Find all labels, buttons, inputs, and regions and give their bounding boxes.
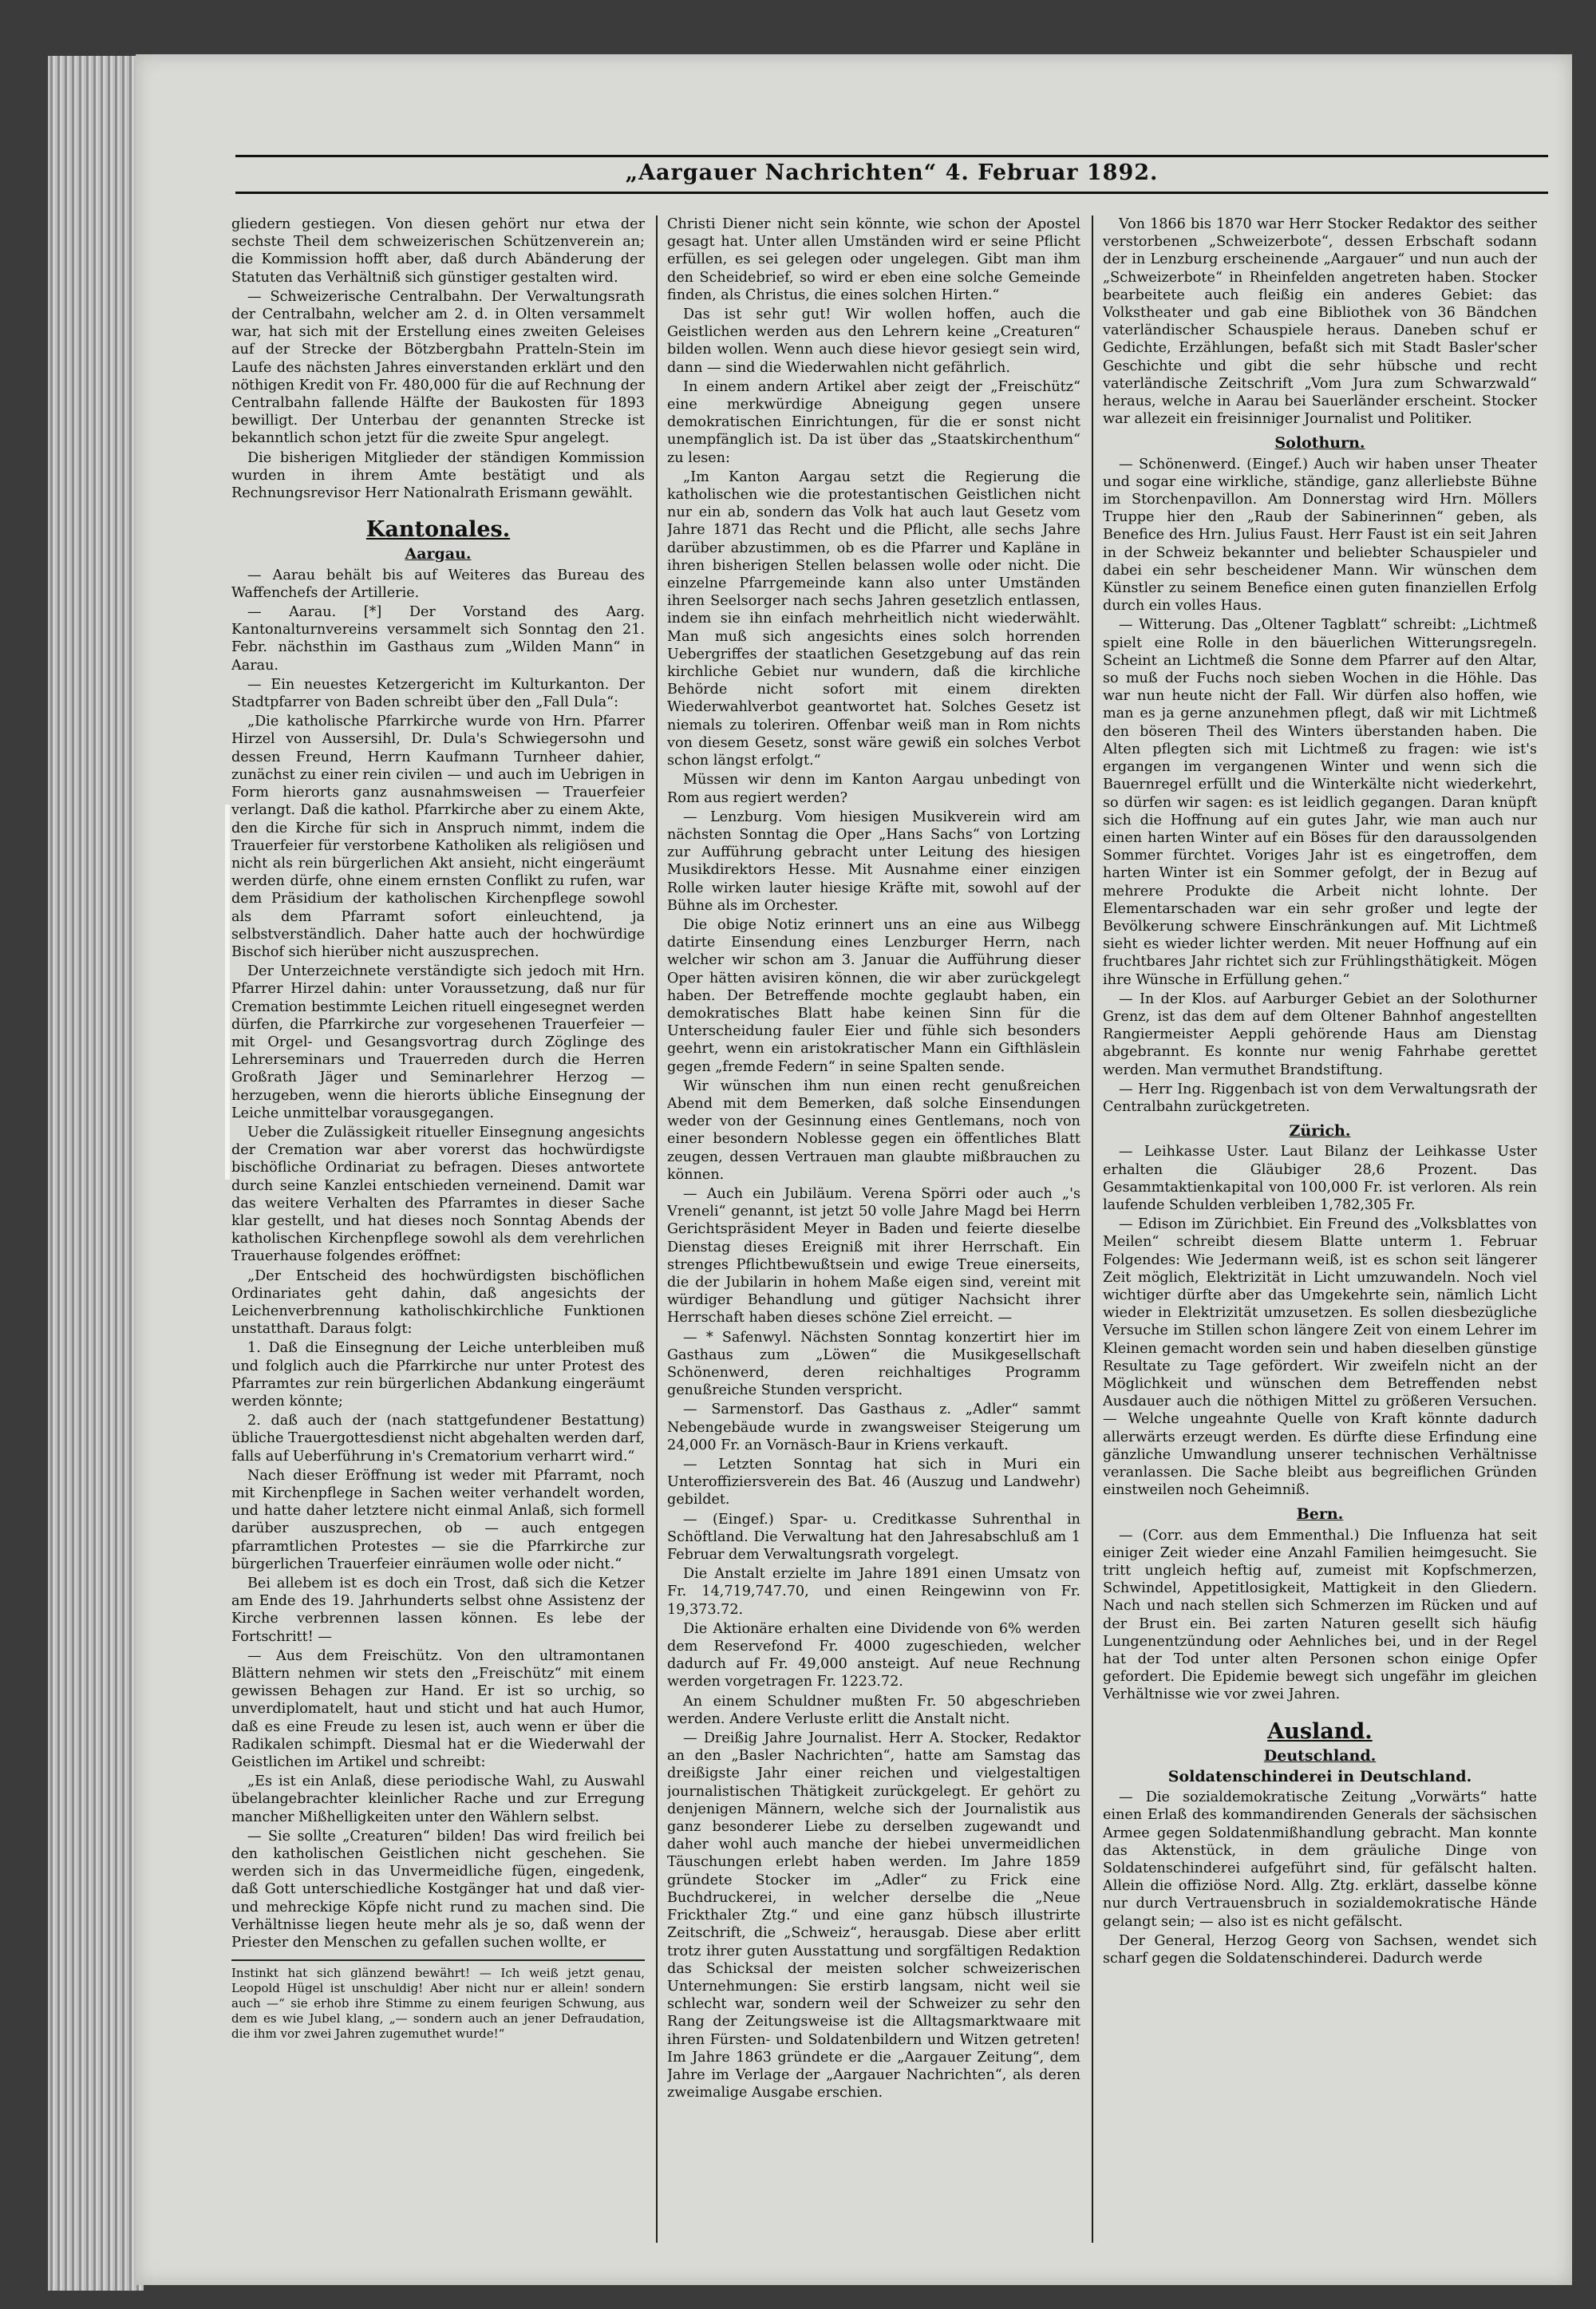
paper-blemish bbox=[225, 805, 230, 1180]
section-heading-bern: Bern. bbox=[1296, 1505, 1344, 1524]
column-divider bbox=[1092, 215, 1093, 2243]
column-1 bbox=[231, 215, 645, 2243]
paragraph: „Der Entscheid des hochwürdigsten bischöflichen Ordinariates geht dahin, daß angesichts der Leichenverbrennung katholischkirchliche Funktionen unstatthaft. Daraus folgt: bbox=[231, 1267, 645, 1338]
paragraph: — Letzten Sonntag hat sich in Muri ein Unteroffiziersverein des Bat. 46 (Auszug und Landwehr) gebildet. bbox=[667, 1457, 1080, 1508]
section-heading-aargau: Aargau. bbox=[405, 545, 472, 563]
paragraph: — Witterung. Das „Oltener Tagblatt“ schreibt: „Lichtmeß spielt eine Rolle in den bäuerlichen Witterungsregeln. Scheint an Lichtmeß die Sonne dem Pfarrer auf den Altar, so muß der Fuchs noch sieben Wochen in die Höhle. Das war nun heute nicht der Fall. Wir dürfen also hoffen, wie man es ja gerne anzunehmen pflegt, daß wir mit Lichtmeß den böseren Theil des Winters überstanden haben. Die Alten pflegten sich mit Lichtmeß zu fragen: wie ist's ergangen im vergangenen Winter und wenn sich die Bauernregel erfüllt und die Winterkälte nicht wiederkehrt, so dürfen wir sagen: es ist leidlich gegangen. Daran knüpft sich die Hoffnung auf ein gutes Jahr, wie man auch nur einen harten Winter auf ein Böses für den daraussolgenden Sommer fürchtet. Voriges Jahr ist es eingetroffen, dem harten Winter ist ein Sommer gefolgt, der in Bezug auf mehrere Produkte die Arbeit nicht lohnte. Der Elementarschaden war ein sehr großer und legte der Bevölkerung schwere Einschränkungen auf. Mit Lichtmeß sieht es wieder lichter werden. Mit neuer Hoffnung auf ein fruchtbares Jahr richtet sich zur Frühlingsthätigkeit. Mögen ihre Wünsche in Erfüllung gehen.“ bbox=[1103, 617, 1537, 988]
paragraph: — Aus dem Freischütz. Von den ultramontanen Blättern nehmen wir stets den „Freischütz“ mit einem gewissen Behagen zur Hand. Er ist so urchig, so unverdiplomatelt, haut und sticht und hat auch Humor, daß es eine Freude zu lesen ist, auch wenn er über die Radikalen schimpft. Diesmal hat er die Wiederwahl der Geistlichen im Artikel und schreibt: bbox=[231, 1647, 645, 1771]
paragraph: — Auch ein Jubiläum. Verena Spörri oder auch „'s Vreneli“ genannt, ist jetzt 50 volle Jahre Magd bei Herrn Gerichtspräsident Meyer in Baden und feierte dieselbe Dienstag dieses Ereigniß mit ihrer Herrschaft. Ein strenges Pflichtbewußtsein und ewige Treue einerseits, die der Jubilarin in hohem Maße eigen sind, vereint mit würdiger Behandlung und gütiger Nachsicht ihrer Herrschaft haben dieses schöne Ziel erreicht. — bbox=[667, 1185, 1080, 1326]
column-divider bbox=[656, 215, 658, 2243]
paragraph: — Ein neuestes Ketzergericht im Kulturkanton. Der Stadtpfarrer von Baden schreibt über den „Fall Dula“: bbox=[231, 676, 645, 711]
paragraph: gliedern gestiegen. Von diesen gehört nur etwa der sechste Theil dem schweizerischen Schützenverein an; die Kommission hofft aber, daß durch Abänderung der Statuten das Verhältniß sich günstiger gestalten wird. bbox=[231, 216, 645, 286]
column-3 bbox=[1103, 215, 1537, 2243]
paragraph: — Schönenwerd. (Eingef.) Auch wir haben unser Theater und sogar eine wirkliche, ständige, ganz allerliebste Bühne im Storchenpavillon. Am Donnerstag wird Hrn. Möllers Truppe hier den „Raub der Sabinerinnen“ geben, als Benefice des Hrn. Julius Faust. Herr Faust ist ein seit Jahren in der Schweiz bekannter und beliebter Schauspieler und dabei ein sehr bescheidener Mann. Wir wünschen dem Künstler zu seinem Benefice einen guten finanziellen Erfolg durch ein volles Haus. bbox=[1103, 456, 1537, 615]
header-rule-bottom bbox=[235, 192, 1548, 194]
column-2 bbox=[667, 215, 1080, 2243]
paragraph: 2. daß auch der (nach stattgefundener Bestattung) übliche Trauergottesdienst nicht abgehalten werden darf, falls auf Ueberführung in's Crematorium verharrt wird.“ bbox=[231, 1413, 645, 1465]
paragraph: — Sie sollte „Creaturen“ bilden! Das wird freilich bei den katholischen Geistlichen nicht geschehen. Sie werden sich in das Unvermeidliche fügen, eingedenk, daß Gott unterschiedliche Kostgänger hat und daß vier- und mehreckige Köpfe nicht rund zu machen sind. Die Verhältnisse liegen heute mehr als je so, daß wenn der Priester den Menschen zu gefallen suchen wollte, er bbox=[231, 1828, 645, 1951]
paragraph: — Edison im Zürichbiet. Ein Freund des „Volksblattes von Meilen“ schreibt diesem Blatte unterm 1. Februar Folgendes: Wie Jedermann weiß, ist es schon seit längerer Zeit möglich, Elektrizität in Licht umzuwandeln. Noch viel wichtiger dürfte aber das Umgekehrte sein, nämlich Licht wieder in Elektrizität umzusetzen. Es sollen diesbezügliche Versuche im Stillen schon längere Zeit von einem Lehrer im Kleinen gemacht worden sein und haben dieselben günstige Resultate zu Tage gefördert. Wir zweifeln nicht an der Möglichkeit und wünschen dem Betreffenden nebst Ausdauer auch die nöthigen Mittel zu größeren Versuchen. — Welche ungeahnte Quelle von Kraft könnte dadurch allerwärts erzeugt werden. Es dürfte diese Erfindung eine gänzliche Umwandlung unserer technischen Verhältnisse veranlassen. Die Sache bleibt aus begreiflichen Gründen einstweilen noch Geheimniß. bbox=[1103, 1216, 1537, 1499]
paragraph: Müssen wir denn im Kanton Aargau unbedingt von Rom aus regiert werden? bbox=[667, 772, 1080, 806]
paragraph: Ueber die Zulässigkeit ritueller Einsegnung angesichts der Cremation war aber vorerst das hochwürdigste bischöfliche Ordinariat zu befragen. Dieses antwortete durch seine Kanzlei entschieden verneinend. Damit war das weitere Verhalten des Pfarramtes in dieser Sache klar gestellt, und hat dieses noch Sonntag Abends der katholischen Kirchenpflege sowohl als dem verehrlichen Trauerhause folgendes eröffnet: bbox=[231, 1124, 645, 1265]
footnote-divider bbox=[231, 1959, 645, 1961]
article-title: Soldatenschinderei in Deutschland. bbox=[1167, 1768, 1472, 1786]
paragraph: — (Corr. aus dem Emmenthal.) Die Influenza hat seit einiger Zeit wieder eine Anzahl Familien heimgesucht. Sie tritt ungleich heftig auf, zumeist mit Kopfschmerzen, Schwindel, Appetitlosigkeit, Mattigkeit in den Gliedern. Nach und nach stellen sich Schmerzen im Rücken und auf der Brust ein. Bei zarten Naturen gesellt sich häufig Lungenentzündung oder Aehnliches bei, und in der Regel hat der Tod unter alten Personen schon einige Opfer gefordert. Die Epidemie bewegt sich ungefähr im gleichen Verhältnisse wie vor zwei Jahren. bbox=[1103, 1527, 1537, 1703]
paragraph: Der General, Herzog Georg von Sachsen, wendet sich scharf gegen die Soldatenschinderei. Dadurch werde bbox=[1103, 1932, 1537, 1967]
paragraph: — (Eingef.) Spar- u. Creditkasse Suhrenthal in Schöftland. Die Verwaltung hat den Jahresabschluß am 1 Februar dem Verwaltungsrath vorgelegt. bbox=[667, 1511, 1080, 1564]
paragraph: — Herr Ing. Riggenbach ist von dem Verwaltungsrath der Centralbahn zurückgetreten. bbox=[1103, 1081, 1537, 1115]
paragraph: „Im Kanton Aargau setzt die Regierung die katholischen wie die protestantischen Geistlichen nicht nur ein ab, sondern das Volk hat auch laut Gesetz vom Jahre 1871 das Recht und die Pflicht, alle sechs Jahre darüber abzustimmen, ob es die Pfarrer und Kapläne in ihren bisherigen Stellen belassen wolle oder nicht. Die einzelne Pfarrgemeinde kann also unter Umständen ihren Seelsorger nach sechs Jahren gesetzlich entlassen, indem sie ihn einfach mehrheitlich nicht wiederwählt. Man muß sich angesichts eines solch horrenden Uebergriffes der staatlichen Gesetzgebung auf das rein kirchliche Gebiet nur wundern, daß die kirchliche Behörde nicht sofort mit einem direkten Wiederwahlverbot geantwortet hat. Solches Gesetz ist niemals zu toleriren. Offenbar weiß man in Rom nichts von diesem Gesetz, sonst wäre gewiß ein solches Verbot schon längst erfolgt.“ bbox=[667, 469, 1080, 769]
paragraph: — Lenzburg. Vom hiesigen Musikverein wird am nächsten Sonntag die Oper „Hans Sachs“ von Lortzing zur Aufführung gebracht unter Leitung des hiesigen Musikdirektors Hesse. Mit Ausnahme einer einzigen Rolle wirken lauter hiesige Kräfte mit, sowohl auf der Bühne als im Orchester. bbox=[667, 809, 1080, 914]
paragraph: — Sarmenstorf. Das Gasthaus z. „Adler“ sammt Nebengebäude wurde in zwangsweiser Steigerung um 24,000 Fr. an Vornäsch-Baur in Kriens verkauft. bbox=[667, 1402, 1080, 1453]
paragraph: In einem andern Artikel aber zeigt der „Freischütz“ eine merkwürdige Abneigung gegen unsere demokratischen Einrichtungen, für die er sonst nicht unempfänglich ist. Da ist über das „Staatskirchenthum“ zu lesen: bbox=[667, 378, 1080, 466]
paragraph: Der Unterzeichnete verständigte sich jedoch mit Hrn. Pfarrer Hirzel dahin: unter Voraussetzung, daß nur für Cremation bestimmte Leichen rituell eingesegnet werden dürfen, die Pfarrkirche zur vorgesehenen Trauerfeier — mit Orgel- und Gesangsvortrag durch Zöglinge des Lehrerseminars und Trauerreden durch die Herren Großrath Jäger und Seminarlehrer Herzog — herzugeben, wenn die hierorts übliche Einsegnung der Leiche unmittelbar vorausgegangen. bbox=[231, 963, 645, 1121]
paragraph: — Schweizerische Centralbahn. Der Verwaltungsrath der Centralbahn, welcher am 2. d. in Olten versammelt war, hat sich mit der Erstellung eines zweiten Geleises auf der Strecke der Bötzbergbahn Pratteln-Stein im Laufe des nächsten Jahres einverstanden erklärt und den nöthigen Kredit von Fr. 480,000 für die auf Rechnung der Centralbahn fallende Hälfte der Baukosten für 1893 bewilligt. Der Unterbau der genannten Strecke ist bekanntlich schon jetzt für die zweite Spur angelegt. bbox=[231, 288, 645, 447]
header-rule-top bbox=[235, 155, 1548, 157]
paragraph: Christi Diener nicht sein könnte, wie schon der Apostel gesagt hat. Unter allen Umständen wird er seine Pflicht erfüllen, es sei gelegen oder ungelegen. Gibt man ihm den Scheidebrief, so wird er eben eine solche Gemeinde finden, als Christus, die eines solchen Hirten.“ bbox=[667, 216, 1080, 303]
paragraph: 1. Daß die Einsegnung der Leiche unterbleiben muß und folglich auch die Pfarrkirche nur unter Protest des Pfarramtes zur rein bürgerlichen Abdankung eingeräumt werden könnte; bbox=[231, 1340, 645, 1410]
paragraph: Die bisherigen Mitglieder der ständigen Kommission wurden in ihrem Amte bestätigt und als Rechnungsrevisor Herr Nationalrath Erismann gewählt. bbox=[231, 449, 645, 502]
paragraph: — In der Klos. auf Aarburger Gebiet an der Solothurner Grenz, ist das dem auf dem Oltener Bahnhof angestellten Rangiermeister Aeppli gehörende Haus am Dienstag abgebrannt. Es konnte nur wenig Fahrhabe gerettet werden. Man vermuthet Brandstiftung. bbox=[1103, 990, 1537, 1078]
page-header: „Aargauer Nachrichten“ 4. Februar 1892. bbox=[625, 160, 1159, 185]
paragraph: Das ist sehr gut! Wir wollen hoffen, auch die Geistlichen werden aus den Lehrern keine „Creaturen“ bilden wollen. Wenn auch diese hievor gesiegt sein wird, dann — sind die Wiederwahlen nicht gefährlich. bbox=[667, 306, 1080, 376]
book-page-edges bbox=[48, 56, 144, 2291]
paragraph: Bei allebem ist es doch ein Trost, daß sich die Ketzer am Ende des 19. Jahrhunderts selbst ohne Assistenz der Kirche verbrennen lassen können. Es lebe der Fortschritt! — bbox=[231, 1576, 645, 1645]
paragraph: „Die katholische Pfarrkirche wurde von Hrn. Pfarrer Hirzel von Aussersihl, Dr. Dula's Schwiegersohn und dessen Freund, Herrn Kaufmann Turnheer dahier, zunächst zu einer rein civilen — und auch im Uebrigen in Form hierorts ganz ausnahmsweisen — Trauerfeier verlangt. Daß die kathol. Pfarrkirche aber zu einem Akte, den die Kirche für sich in Anspruch nimmt, indem die Trauerfeier für verstorbene Katholiken als religiösen und nicht als rein bürgerlichen Akt ansieht, nicht eingeräumt werden dürfe, ohne einem ernsten Conflikt zu rufen, war dem Präsidium der katholischen Kirchenpflege sowohl als dem Pfarramt sofort einleuchtend, ja selbstverständlich. Daher hatte auch der hochwürdige Bischof sich hierüber nicht auszusprechen. bbox=[231, 714, 645, 960]
section-heading-zurich: Zürich. bbox=[1289, 1122, 1351, 1141]
section-heading-kantonales: Kantonales. bbox=[365, 517, 511, 543]
newspaper-page bbox=[136, 54, 1572, 2285]
paragraph: Wir wünschen ihm nun einen recht genußreichen Abend mit dem Bemerken, daß solche Einsendungen weder von der Gesinnung eines Gentlemans, noch von einer besondern Noblesse gegen ein öffentliches Blatt zeugen, dessen Vertrauen man glaubte mißbrauchen zu können. bbox=[667, 1077, 1080, 1183]
paragraph: — Leihkasse Uster. Laut Bilanz der Leihkasse Uster erhalten die Gläubiger 28,6 Prozent. Das Gesammtaktienkapital von 100,000 Fr. ist verloren. Als rein laufende Schulden verbleiben 1,782,305 Fr. bbox=[1103, 1144, 1537, 1213]
paragraph: „Es ist ein Anlaß, diese periodische Wahl, zu Auswahl übelangebrachter kleinlicher Rache und zur Erregung mancher Mißhelligkeiten unter den Wählern selbst. bbox=[231, 1773, 645, 1825]
section-heading-solothurn: Solothurn. bbox=[1274, 434, 1365, 453]
section-heading-ausland: Ausland. bbox=[1267, 1718, 1373, 1744]
feuilleton-footnote: Instinkt hat sich glänzend bewährt! — Ich weiß jetzt genau, Leopold Hügel ist unschuldig! Aber nicht nur er allein! sondern auch —“ sie erhob ihre Stimme zu einem feurigen Schwung, aus dem es wie Jubel klang, „— sondern auch an jener Defraudation, die ihm vor zwei Jahren zugemuthet wurde!“ bbox=[231, 1966, 645, 2042]
paragraph: Die Aktionäre erhalten eine Dividende von 6% werden dem Reservefond Fr. 4000 zugeschieden, welcher dadurch auf Fr. 49,000 ansteigt. Auf neue Rechnung werden vorgetragen Fr. 1223.72. bbox=[667, 1620, 1080, 1690]
paragraph: — Die sozialdemokratische Zeitung „Vorwärts“ hatte einen Erlaß des kommandirenden Generals der sächsischen Armee gegen Soldatenmißhandlung gebracht. Man konnte das Aktenstück, in dem gräuliche Dinge von Soldatenschinderei aufgeführt sind, für gefälscht halten. Allein die offiziöse Nord. Allg. Ztg. erklärt, dasselbe könne nur durch Vertrauensbruch in sozialdemokratische Hände gelangt sein; — also ist es nicht gefälscht. bbox=[1103, 1789, 1537, 1930]
paragraph: Die Anstalt erzielte im Jahre 1891 einen Umsatz von Fr. 14,719,747.70, und einen Reingewinn von Fr. 19,373.72. bbox=[667, 1566, 1080, 1618]
paragraph: Nach dieser Eröffnung ist weder mit Pfarramt, noch mit Kirchenpflege in Sachen weiter verhandelt worden, und hatte daher letztere nicht einmal Anlaß, sich formell darüber auszusprechen, ob — auch entgegen pfarramtlichen Protestes — sie die Pfarrkirche zur bürgerlichen Trauerfeier einräumen wolle oder nicht.“ bbox=[231, 1467, 645, 1572]
section-heading-deutschland: Deutschland. bbox=[1263, 1746, 1377, 1765]
paragraph: An einem Schuldner mußten Fr. 50 abgeschrieben werden. Andere Verluste erlitt die Anstalt nicht. bbox=[667, 1693, 1080, 1727]
paragraph: — * Safenwyl. Nächsten Sonntag konzertirt hier im Gasthaus zum „Löwen“ die Musikgesellschaft Schönenwerd, deren reichhaltiges Programm genußreiche Stunden verspricht. bbox=[667, 1329, 1080, 1399]
paragraph: — Dreißig Jahre Journalist. Herr A. Stocker, Redaktor an den „Basler Nachrichten“, hatte am Samstag das dreißigste Jahr einer reichen und vielgestaltigen journalistischen Thätigkeit zurückgelegt. Er gehört zu denjenigen Männern, welche sich der Journalistik aus ganz besonderer Liebe zu derselben zugewandt und daher wohl auch manche der hiebei unvermeidlichen Täuschungen erlebt haben werden. Im Jahre 1859 gründete Stocker im „Adler“ zu Frick eine Buchdruckerei, in welcher derselbe die „Neue Frickthaler Ztg.“ und eine ganz hübsch illustrirte Zeitschrift, die „Schweiz“, herausgab. Diese aber erlitt trotz ihrer guten Ausstattung und sorgfältigen Redaktion das Schicksal der meisten solcher schweizerischen Unternehmungen: Sie erstirb langsam, nicht weil sie schlecht war, sondern weil der Schweizer zu sehr den Rang der Zeitungsweise ist die Alltagsmarktwaare mit ihren Fürsten- und Soldatenbildern und Witzen getreten! Im Jahre 1863 gründete er die „Aargauer Zeitung“, dem Jahre im Verlage der „Aargauer Nachrichten“, als deren zweimalige Ausgabe erschien. bbox=[667, 1730, 1080, 2101]
paragraph: — Aarau behält bis auf Weiteres das Bureau des Waffenchefs der Artillerie. bbox=[231, 567, 645, 601]
paragraph: Die obige Notiz erinnert uns an eine aus Wilbegg datirte Einsendung eines Lenzburger Herrn, nach welcher wir schon am 3. Januar die Aufführung dieser Oper hätten avisiren können, die wir aber zurückgelegt haben. Der Betreffende mochte geglaubt haben, ein demokratisches Blatt habe keinen Sinn für die Unterscheidung fauler Eier und fühle sich besonders geehrt, wenn ein aristokratischer Mann ein Gifthläslein gegen „fremde Federn“ in seine Spalten sende. bbox=[667, 916, 1080, 1075]
paragraph: Von 1866 bis 1870 war Herr Stocker Redaktor des seither verstorbenen „Schweizerbote“, dessen Erbschaft sodann der in Lenzburg erscheinende „Aargauer“ und nun auch der „Schweizerbote“ in Rheinfelden angetreten haben. Stocker bearbeitete auch fleißig ein anderes Gebiet: das Volkstheater und gab eine Bibliothek von 36 Bändchen vaterländischer Schauspiele heraus. Daneben schuf er Gedichte, Erzählungen, befaßt sich mit Stadt Basler'scher Geschichte und gibt die sehr hübsche und recht vaterländische Zeitschrift „Vom Jura zum Schwarzwald“ heraus, welche in Aarau bei Sauerländer erscheint. Stocker war allezeit ein freisinniger Journalist und Politiker. bbox=[1103, 216, 1537, 428]
paragraph: — Aarau. [*] Der Vorstand des Aarg. Kantonalturnvereins versammelt sich Sonntag den 21. Febr. nächsthin im Gasthaus zum „Wilden Mann“ in Aarau. bbox=[231, 604, 645, 674]
